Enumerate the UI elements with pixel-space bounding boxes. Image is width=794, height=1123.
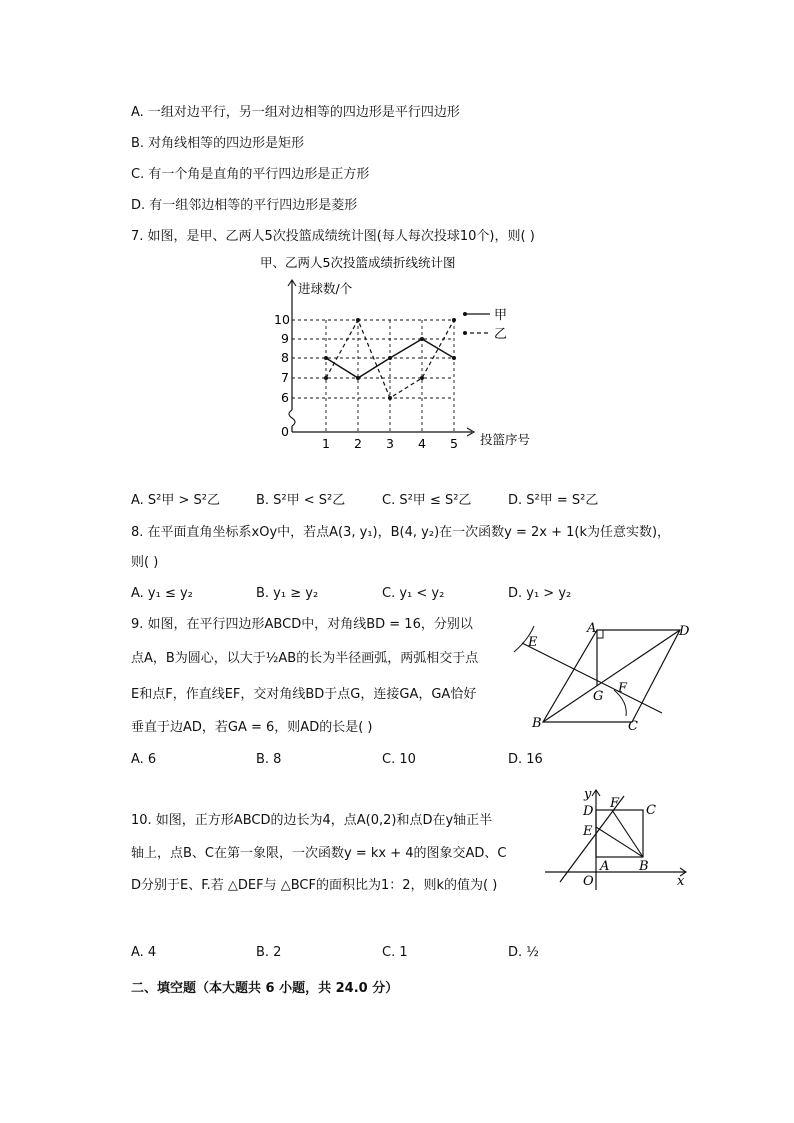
label-f: F xyxy=(618,681,628,696)
label-e: E xyxy=(583,824,593,839)
q10-line-2: 轴上，点B、C在第一象限，一次函数y = kx + 4的图象交AD、C xyxy=(131,846,507,861)
q6-option-a: A. 一组对边平行，另一组对边相等的四边形是平行四边形 xyxy=(131,105,460,120)
q10-option-c: C. 1 xyxy=(382,945,408,960)
label-c: C xyxy=(646,803,656,818)
label-g: G xyxy=(593,689,604,704)
label-y: y xyxy=(584,787,592,802)
chart-point-yi-5 xyxy=(452,318,456,322)
line-ef xyxy=(522,643,662,713)
q7-option-d: D. S²甲 = S²乙 xyxy=(508,493,599,508)
legend-dot-yi xyxy=(463,331,467,335)
chart-grid xyxy=(292,320,454,432)
label-e: E xyxy=(528,635,538,650)
chart-ticks xyxy=(274,312,458,451)
q7-option-b: B. S²甲 < S²乙 xyxy=(256,493,346,508)
chart-point-yi-2 xyxy=(356,318,360,322)
chart-axis-break xyxy=(289,410,295,426)
q9-option-b: B. 8 xyxy=(256,752,282,767)
q9-parallelogram-figure xyxy=(500,612,700,742)
chart-y-tick-8: 8 xyxy=(281,350,289,365)
section-fill-in-heading: 二、填空题（本大题共 6 小题，共 24.0 分） xyxy=(131,981,399,996)
chart-axes xyxy=(288,280,474,436)
label-a: A xyxy=(600,859,610,874)
q8-option-d: D. y₁ > y₂ xyxy=(508,586,572,601)
legend-label-jia: 甲 xyxy=(494,308,508,323)
chart-point-jia-2 xyxy=(356,376,360,380)
q10-square-figure xyxy=(540,782,700,894)
q10-line-3: D分别于E、F.若 △DEF与 △BCF的面积比为1：2，则k的值为( ) xyxy=(131,878,498,893)
q8-option-a: A. y₁ ≤ y₂ xyxy=(131,586,193,601)
chart-point-jia-1 xyxy=(324,356,328,360)
label-d: D xyxy=(583,804,594,819)
q9-option-d: D. 16 xyxy=(508,752,543,767)
chart-point-jia-5 xyxy=(452,356,456,360)
q8-option-c: C. y₁ < y₂ xyxy=(382,586,445,601)
legend-label-yi: 乙 xyxy=(494,327,508,342)
label-o: O xyxy=(583,874,594,889)
q9-option-c: C. 10 xyxy=(382,752,416,767)
right-angle-mark xyxy=(597,630,603,638)
q8-stem: 8. 在平面直角坐标系xOy中，若点A(3, y₁)，B(4, y₂)在一次函数y = 2x + 1(k为任意实数)， xyxy=(131,525,671,540)
q6-option-d: D. 有一组邻边相等的平行四边形是菱形 xyxy=(131,198,358,213)
q9-option-a: A. 6 xyxy=(131,752,157,767)
chart-x-tick-4: 4 xyxy=(418,436,426,451)
chart-point-yi-4 xyxy=(420,376,424,380)
q8-option-b: B. y₁ ≥ y₂ xyxy=(256,586,319,601)
chart-y-label: 进球数/个 xyxy=(298,281,353,296)
q6-option-c: C. 有一个角是直角的平行四边形是正方形 xyxy=(131,167,370,182)
chart-y-tick-7: 7 xyxy=(281,370,289,385)
label-a: A xyxy=(587,621,597,636)
legend-dot-jia xyxy=(463,312,467,316)
q7-option-a: A. S²甲 > S²乙 xyxy=(131,493,221,508)
q9-line-1: 9. 如图，在平行四边形ABCD中，对角线BD = 16，分别以 xyxy=(131,617,473,632)
q6-option-b: B. 对角线相等的四边形是矩形 xyxy=(131,136,305,151)
chart-y-tick-9: 9 xyxy=(281,331,289,346)
label-b: B xyxy=(639,859,649,874)
q7-stem: 7. 如图，是甲、乙两人5次投篮成绩统计图(每人每次投球10个)，则( ) xyxy=(131,229,535,244)
label-x: x xyxy=(677,874,685,889)
chart-legend xyxy=(463,308,507,342)
label-f: F xyxy=(610,796,620,811)
chart-x-label: 投篮序号 xyxy=(480,432,531,447)
q10-option-a: A. 4 xyxy=(131,945,157,960)
segment-eb xyxy=(596,827,643,857)
chart-x-tick-1: 1 xyxy=(322,436,330,451)
chart-y-tick-0: 0 xyxy=(281,424,289,439)
chart-x-tick-2: 2 xyxy=(354,436,362,451)
chart-point-jia-3 xyxy=(388,356,392,360)
q10-option-d: D. ½ xyxy=(508,945,539,960)
q9-line-3: E和点F，作直线EF，交对角线BD于点G，连接GA，GA恰好 xyxy=(131,687,477,702)
chart-point-jia-4 xyxy=(420,337,424,341)
q8-stem-cont: 则( ) xyxy=(131,555,159,570)
square-abcd xyxy=(596,810,643,857)
chart-x-tick-3: 3 xyxy=(386,436,394,451)
chart-title: 甲、乙两人5次投篮成绩折线统计图 xyxy=(260,255,456,270)
chart-x-tick-5: 5 xyxy=(450,436,458,451)
segment-fb xyxy=(612,810,643,857)
q10-option-b: B. 2 xyxy=(256,945,282,960)
chart-point-yi-1 xyxy=(324,376,328,380)
q9-line-4: 垂直于边AD，若GA = 6，则AD的长是( ) xyxy=(131,720,373,735)
label-d: D xyxy=(679,624,690,639)
q7-option-c: C. S²甲 ≤ S²乙 xyxy=(382,493,472,508)
q10-line-1: 10. 如图，正方形ABCD的边长为4，点A(0,2)和点D在y轴正半 xyxy=(131,813,493,828)
label-c: C xyxy=(628,719,638,734)
chart-y-tick-10: 10 xyxy=(274,312,290,327)
chart-y-tick-6: 6 xyxy=(281,390,289,405)
chart-point-yi-3 xyxy=(388,396,392,400)
q7-line-chart xyxy=(250,250,550,455)
label-b: B xyxy=(532,716,542,731)
diagonal-bd xyxy=(543,630,680,722)
q9-line-2: 点A，B为圆心，以大于½AB的长为半径画弧，两弧相交于点 xyxy=(131,651,479,666)
